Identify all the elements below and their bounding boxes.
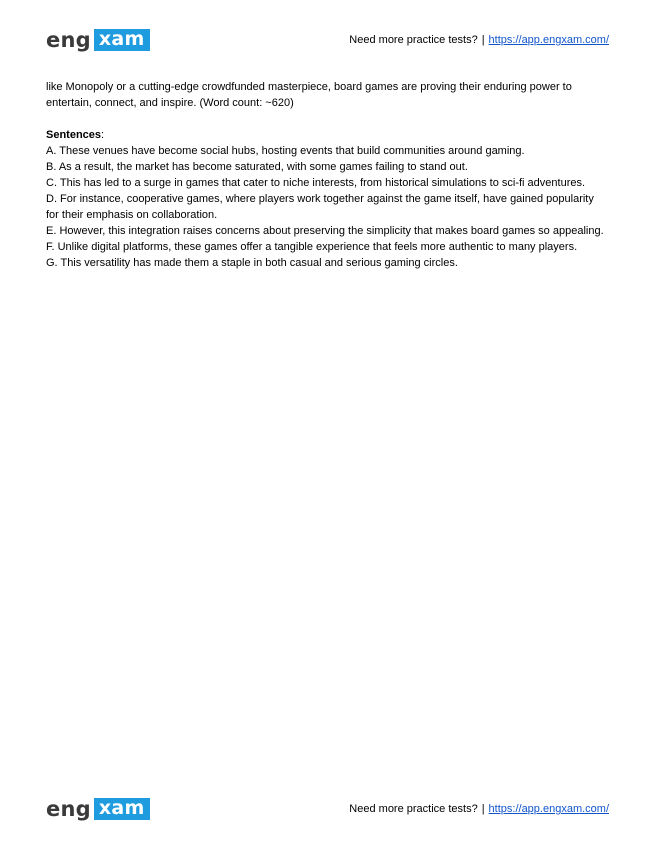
promo-separator: | [481,803,485,815]
logo-xam-badge: xam [94,798,150,820]
practice-tests-link[interactable]: https://app.engxam.com/ [488,803,609,815]
logo-xam-badge: xam [94,29,150,51]
page-footer [46,797,609,821]
header-promo [349,34,609,46]
engxam-logo-footer[interactable] [46,797,150,821]
sentence-g: G. This versatility has made them a staple in both casual and serious gaming circles. [46,257,458,269]
logo-eng-text: eng [46,797,91,821]
sentence-f: F. Unlike digital platforms, these games offer a tangible experience that feels more authentic to many players. [46,241,578,253]
sentence-b: B. As a result, the market has become saturated, with some games failing to stand out. [46,161,468,173]
promo-text: Need more practice tests? [349,34,478,46]
promo-text: Need more practice tests? [349,803,478,815]
promo-separator: | [481,34,485,46]
footer-promo [349,803,609,815]
sentence-c: C. This has led to a surge in games that cater to niche interests, from historical simulations to sci-fi adventures. [46,177,586,189]
sentence-d: D. For instance, cooperative games, where players work together against the game itself, have gained popularity for their emphasis on collaboration. [46,193,594,221]
sentence-e: E. However, this integration raises concerns about preserving the simplicity that makes board games so appealing. [46,225,604,237]
sentences-heading-line [46,127,609,143]
logo-eng-text: eng [46,28,91,52]
page-header [46,28,609,52]
page-content [46,79,609,271]
practice-tests-link[interactable]: https://app.engxam.com/ [488,34,609,46]
intro-paragraph: like Monopoly or a cutting-edge crowdfunded masterpiece, board games are proving their enduring power to entertain, connect, and inspire. (Word count: ~620) [46,81,572,109]
sentences-heading: Sentences [46,129,102,141]
sentence-a: A. These venues have become social hubs, hosting events that build communities around gaming. [46,145,525,157]
sentences-heading-colon: : [101,129,105,141]
engxam-logo[interactable] [46,28,150,52]
